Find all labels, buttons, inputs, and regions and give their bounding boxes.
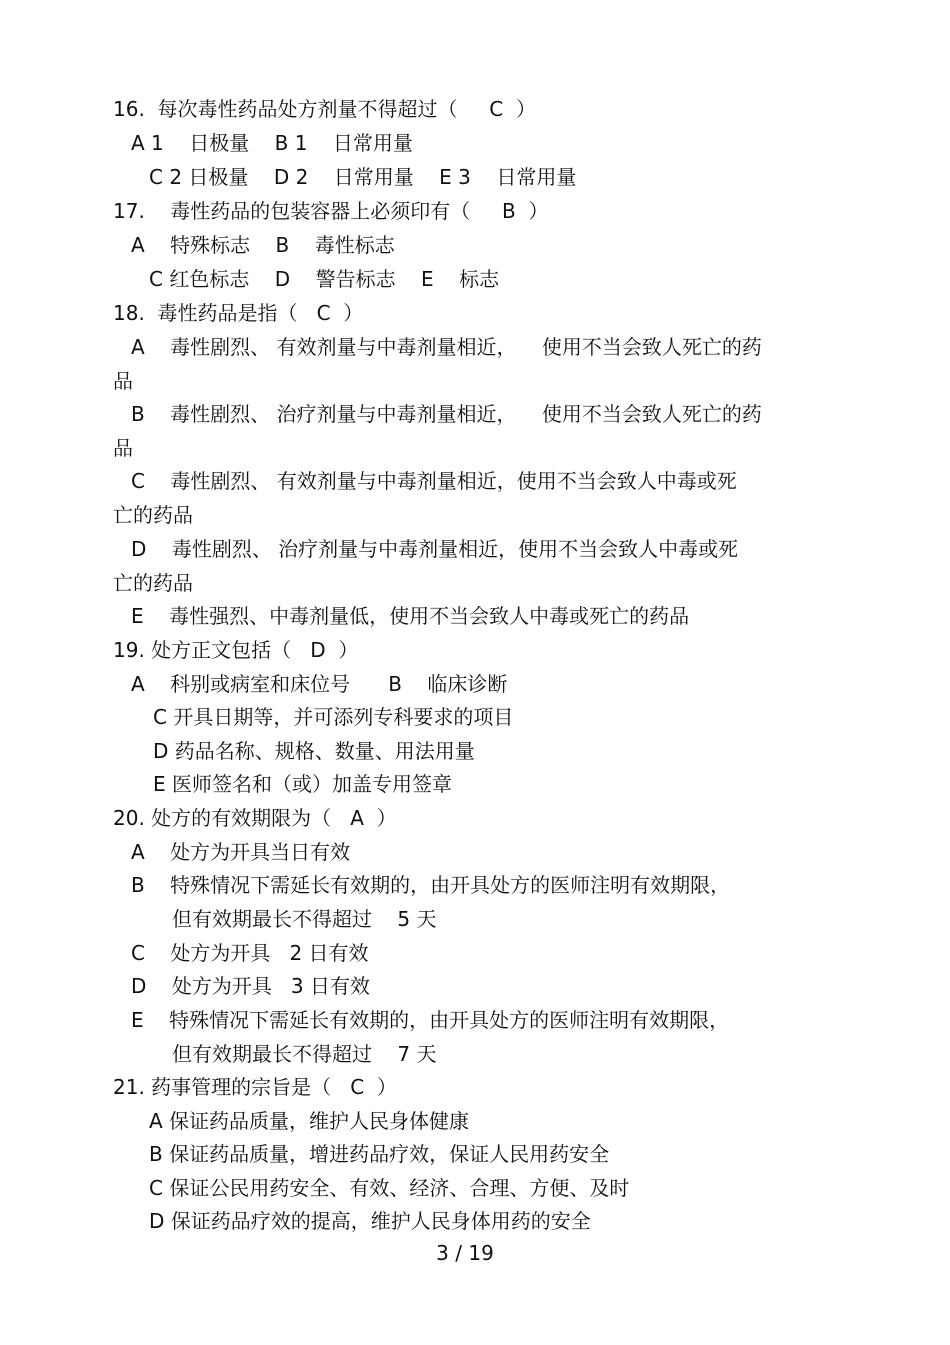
q19-option-d: D 药品名称、规格、数量、用法用量 <box>153 739 475 763</box>
q19-options-line1: A 科别或病室和床位号 B 临床诊断 <box>131 672 508 696</box>
q21-stem: 21. 药事管理的宗旨是（ C ） <box>113 1075 397 1099</box>
q18-option-a-continued: 品 <box>113 369 133 393</box>
q19-option-e: E 医师签名和（或）加盖专用签章 <box>153 772 452 796</box>
q20-option-e-continued: 但有效期最长不得超过 7 天 <box>172 1042 437 1066</box>
q20-option-b: B 特殊情况下需延长有效期的，由开具处方的医师注明有效期限， <box>131 873 731 897</box>
q19-stem: 19. 处方正文包括（ D ） <box>113 638 359 662</box>
q20-option-e: E 特殊情况下需延长有效期的，由开具处方的医师注明有效期限， <box>131 1008 730 1032</box>
q18-option-c-continued: 亡的药品 <box>113 503 193 527</box>
q16-stem: 16. 每次毒性药品处方剂量不得超过（ C ） <box>113 97 536 121</box>
q21-option-c: C 保证公民用药安全、有效、经济、合理、方便、及时 <box>149 1176 630 1200</box>
page-number: 3 / 19 <box>436 1241 494 1265</box>
q18-stem: 18. 毒性药品是指（ C ） <box>113 301 364 325</box>
q18-option-c: C 毒性剧烈、 有效剂量与中毒剂量相近，使用不当会致人中毒或死 <box>131 469 737 493</box>
q19-option-c: C 开具日期等，并可添列专科要求的项目 <box>153 705 514 729</box>
q17-options-line2: C 红色标志 D 警告标志 E 标志 <box>149 267 500 291</box>
q21-option-d: D 保证药品疗效的提高，维护人民身体用药的安全 <box>149 1209 591 1233</box>
q18-option-b: B 毒性剧烈、 治疗剂量与中毒剂量相近， 使用不当会致人死亡的药 <box>131 402 762 426</box>
q21-option-b: B 保证药品质量，增进药品疗效，保证人民用药安全 <box>149 1142 610 1166</box>
q17-options-line1: A 特殊标志 B 毒性标志 <box>131 233 395 257</box>
q20-option-a: A 处方为开具当日有效 <box>131 840 351 864</box>
q20-stem: 20. 处方的有效期限为（ A ） <box>113 806 397 830</box>
q18-option-d: D 毒性剧烈、 治疗剂量与中毒剂量相近，使用不当会致人中毒或死 <box>131 537 739 561</box>
q17-stem: 17. 毒性药品的包装容器上必须印有（ B ） <box>113 199 549 223</box>
q16-options-line1: A 1 日极量 B 1 日常用量 <box>131 131 413 155</box>
q20-option-d: D 处方为开具 3 日有效 <box>131 974 370 998</box>
q21-option-a: A 保证药品质量，维护人民身体健康 <box>149 1109 470 1133</box>
q18-option-b-continued: 品 <box>113 436 133 460</box>
q18-option-e: E 毒性强烈、中毒剂量低，使用不当会致人中毒或死亡的药品 <box>131 604 690 628</box>
q20-option-b-continued: 但有效期最长不得超过 5 天 <box>172 907 437 931</box>
q18-option-d-continued: 亡的药品 <box>113 571 193 595</box>
q16-options-line2: C 2 日极量 D 2 日常用量 E 3 日常用量 <box>149 165 577 189</box>
q18-option-a: A 毒性剧烈、 有效剂量与中毒剂量相近， 使用不当会致人死亡的药 <box>131 335 762 359</box>
q20-option-c: C 处方为开具 2 日有效 <box>131 941 369 965</box>
